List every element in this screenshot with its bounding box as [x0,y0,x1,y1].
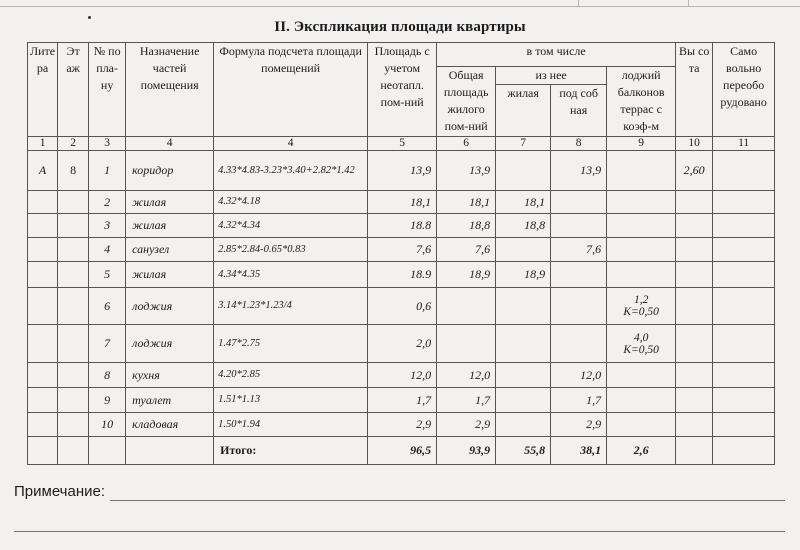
cell-unauthorized [713,388,775,413]
table-row [28,388,775,413]
column-number: 8 [551,137,607,151]
cell-total-living: 2,9 [437,413,496,437]
cell-living: 18,1 [496,191,551,214]
cell-total-living [437,288,496,325]
cell-height [676,238,713,262]
cell-empty [89,437,126,465]
column-number: 3 [89,137,126,151]
cell-height [676,288,713,325]
cell-area: 0,6 [368,288,437,325]
table-row [28,191,775,214]
cell-number: 5 [89,262,126,288]
cell-number: 2 [89,191,126,214]
cell-auxiliary [551,191,607,214]
cell-total-living: 18,1 [437,191,496,214]
totals-living: 55,8 [496,437,551,465]
cell-floor: 8 [58,151,89,191]
cell-empty [28,437,58,465]
cell-area: 13,9 [368,151,437,191]
column-number: 1 [28,137,58,151]
cell-living: 18,8 [496,214,551,238]
cell-number: 10 [89,413,126,437]
cell-area: 2,9 [368,413,437,437]
header-total-living: Общая площадь жилого пом-ний [437,67,496,137]
header-plan-number: № по пла- ну [89,43,126,137]
cell-height [676,262,713,288]
cell-number: 9 [89,388,126,413]
cell-floor [58,238,89,262]
cell-total-living: 18,9 [437,262,496,288]
cell-litera [28,191,58,214]
table-row [28,325,775,363]
cell-living: 18,9 [496,262,551,288]
cell-unauthorized [713,151,775,191]
table-row [28,262,775,288]
cell-loggia [607,388,676,413]
page-title: II. Экспликация площади квартиры [274,19,526,35]
column-number: 7 [496,137,551,151]
header-auxiliary: под соб ная [551,85,607,137]
cell-litera [28,214,58,238]
cell-loggia [607,214,676,238]
cell-formula: 1.50*1.94 [214,413,368,437]
cell-loggia [607,413,676,437]
column-number: 4 [214,137,368,151]
cell-litera [28,262,58,288]
cell-auxiliary [551,262,607,288]
cell-height [676,214,713,238]
cell-empty [58,437,89,465]
cell-unauthorized [713,413,775,437]
totals-auxiliary: 38,1 [551,437,607,465]
cell-number: 3 [89,214,126,238]
cell-formula: 3.14*1.23*1.23/4 [214,288,368,325]
cell-area: 7,6 [368,238,437,262]
cell-total-living: 18,8 [437,214,496,238]
cell-floor [58,363,89,388]
cell-formula: 4.33*4.83-3.23*3.40+2.82*1.42 [214,151,368,191]
cell-formula: 4.20*2.85 [214,363,368,388]
column-number: 11 [713,137,775,151]
cell-formula: 1.51*1.13 [214,388,368,413]
column-number-row [28,137,775,151]
cell-litera [28,238,58,262]
column-number: 4 [126,137,214,151]
cell-room-name: санузел [126,238,214,262]
header-formula: Формула подсчета площади помещений [214,43,368,137]
cell-floor [58,325,89,363]
cell-floor [58,262,89,288]
cell-room-name: жилая [126,214,214,238]
cell-room-name: жилая [126,191,214,214]
cell-auxiliary: 2,9 [551,413,607,437]
cell-unauthorized [713,325,775,363]
totals-label: Итого: [214,437,368,465]
cell-loggia: 1,2 K=0,50 [607,288,676,325]
column-number: 9 [607,137,676,151]
header-including: в том числе [437,43,676,67]
cell-floor [58,388,89,413]
cell-formula: 4.34*4.35 [214,262,368,288]
cell-auxiliary [551,288,607,325]
table-row [28,214,775,238]
cell-auxiliary [551,214,607,238]
header-loggia: лоджий балконов террас с коэф-м [607,67,676,137]
cell-number: 7 [89,325,126,363]
cell-litera [28,363,58,388]
cell-total-living: 13,9 [437,151,496,191]
cell-litera [28,325,58,363]
cell-unauthorized [713,238,775,262]
cell-auxiliary: 1,7 [551,388,607,413]
cell-living [496,288,551,325]
cell-height: 2,60 [676,151,713,191]
header-litera: Лите ра [28,43,58,137]
cell-litera [28,288,58,325]
cell-loggia [607,363,676,388]
cell-living [496,151,551,191]
cell-loggia [607,151,676,191]
cell-auxiliary: 7,6 [551,238,607,262]
cell-area: 2,0 [368,325,437,363]
cell-empty [676,437,713,465]
cell-room-name: кухня [126,363,214,388]
table-row [28,151,775,191]
cell-area: 1,7 [368,388,437,413]
header-area: Площадь с учетом неотапл. пом-ний [368,43,437,137]
cell-total-living: 1,7 [437,388,496,413]
cell-height [676,325,713,363]
cell-unauthorized [713,191,775,214]
cell-auxiliary: 13,9 [551,151,607,191]
cell-living [496,413,551,437]
cell-empty [713,437,775,465]
cell-floor [58,288,89,325]
cell-unauthorized [713,363,775,388]
table-row [28,288,775,325]
cell-area: 12,0 [368,363,437,388]
note-label: Примечание: [14,483,105,500]
explication-table [27,42,775,465]
table-row [28,363,775,388]
cell-litera: А [28,151,58,191]
note-line [14,531,785,532]
cell-unauthorized [713,288,775,325]
cell-area: 18.9 [368,262,437,288]
cell-floor [58,191,89,214]
header-living: жилая [496,85,551,137]
cell-room-name: коридор [126,151,214,191]
cell-total-living [437,325,496,363]
cell-room-name: лоджия [126,288,214,325]
cell-litera [28,388,58,413]
cell-loggia [607,191,676,214]
cell-loggia [607,262,676,288]
cell-unauthorized [713,214,775,238]
cell-floor [58,413,89,437]
cell-area: 18,1 [368,191,437,214]
cell-room-name: жилая [126,262,214,288]
header-floor: Эт аж [58,43,89,137]
cell-height [676,191,713,214]
cell-formula: 4.32*4.34 [214,214,368,238]
header-purpose: Назначение частей помещения [126,43,214,137]
cell-number: 1 [89,151,126,191]
cell-formula: 2.85*2.84-0.65*0.83 [214,238,368,262]
cell-loggia: 4,0 K=0,50 [607,325,676,363]
cell-unauthorized [713,262,775,288]
cell-loggia [607,238,676,262]
cell-total-living: 12,0 [437,363,496,388]
cell-height [676,413,713,437]
column-number: 5 [368,137,437,151]
cell-living [496,363,551,388]
header-height: Вы со та [676,43,713,137]
note-line [110,500,785,501]
cell-litera [28,413,58,437]
cell-height [676,363,713,388]
cell-height [676,388,713,413]
cell-formula: 1.47*2.75 [214,325,368,363]
column-number: 10 [676,137,713,151]
cell-floor [58,214,89,238]
cell-auxiliary: 12,0 [551,363,607,388]
totals-area: 96,5 [368,437,437,465]
column-number: 2 [58,137,89,151]
cell-auxiliary [551,325,607,363]
totals-loggia: 2,6 [607,437,676,465]
cell-living [496,388,551,413]
cell-room-name: кладовая [126,413,214,437]
cell-number: 6 [89,288,126,325]
cell-formula: 4.32*4.18 [214,191,368,214]
table-row [28,413,775,437]
header-of-which: из нее [496,67,607,85]
cell-total-living: 7,6 [437,238,496,262]
totals-total-living: 93,9 [437,437,496,465]
top-border-fragment [0,0,800,10]
totals-row [28,437,775,465]
cell-living [496,325,551,363]
cell-number: 8 [89,363,126,388]
cell-room-name: лоджия [126,325,214,363]
column-number: 6 [437,137,496,151]
cell-room-name: туалет [126,388,214,413]
cell-number: 4 [89,238,126,262]
cell-living [496,238,551,262]
cell-empty [126,437,214,465]
cell-area: 18.8 [368,214,437,238]
table-row [28,238,775,262]
header-row-1 [28,43,775,67]
header-unauthorized: Само вольно переобо рудовано [713,43,775,137]
